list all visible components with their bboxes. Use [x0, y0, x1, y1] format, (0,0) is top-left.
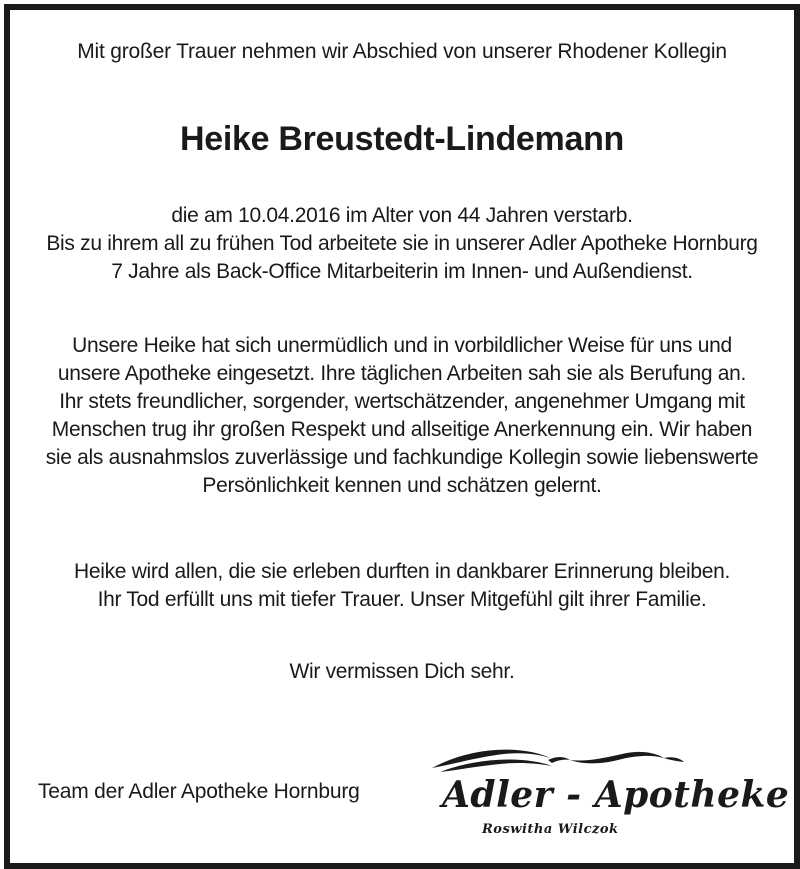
text-line: Unsere Heike hat sich unermüdlich und in vorbildlicher Weise für uns und	[72, 334, 732, 357]
text-line: Bis zu ihrem all zu frühen Tod arbeitete sie in unserer Adler Apotheke Hornburg	[46, 232, 758, 255]
logo-title: Adler - Apotheke	[442, 774, 790, 816]
text-line: Persönlichkeit kennen und schätzen gelernt.	[202, 474, 602, 497]
text-line: Heike wird allen, die sie erleben durften in dankbarer Erinnerung bleiben.	[73, 560, 731, 583]
text-line: sie als ausnahmslos zuverlässige und fachkundige Kollegin sowie liebenswerte	[45, 446, 759, 469]
text-line: Ihr Tod erfüllt uns mit tiefer Trauer. Unser Mitgefühl gilt ihrer Familie.	[97, 588, 707, 611]
text-line: 7 Jahre als Back-Office Mitarbeiterin im Innen- und Außendienst.	[111, 260, 693, 283]
paragraph-death-notice	[10, 202, 794, 286]
paragraph-remembrance	[10, 558, 794, 614]
logo-subtitle: Roswitha Wilczok	[482, 822, 619, 837]
obituary-frame	[4, 4, 800, 869]
closing-line	[10, 658, 794, 686]
text-line: Menschen trug ihr großen Respekt und allseitige Anerkennung ein. Wir haben	[51, 418, 753, 441]
text-line: Wir vermissen Dich sehr.	[289, 660, 515, 683]
text-line: Ihr stets freundlicher, sorgender, wertschätzender, angenehmer Umgang mit	[59, 390, 745, 413]
deceased-name: Heike Breustedt-Lindemann	[179, 120, 625, 158]
intro-line: Mit großer Trauer nehmen wir Abschied von unserer Rhodener Kollegin	[77, 40, 727, 63]
text-line: die am 10.04.2016 im Alter von 44 Jahren verstarb.	[171, 204, 633, 227]
text-line: unsere Apotheke eingesetzt. Ihre täglichen Arbeiten sah sie als Berufung an.	[57, 362, 747, 385]
signature-team: Team der Adler Apotheke Hornburg	[38, 780, 360, 803]
paragraph-tribute	[10, 332, 794, 500]
pharmacy-logo	[418, 732, 790, 842]
